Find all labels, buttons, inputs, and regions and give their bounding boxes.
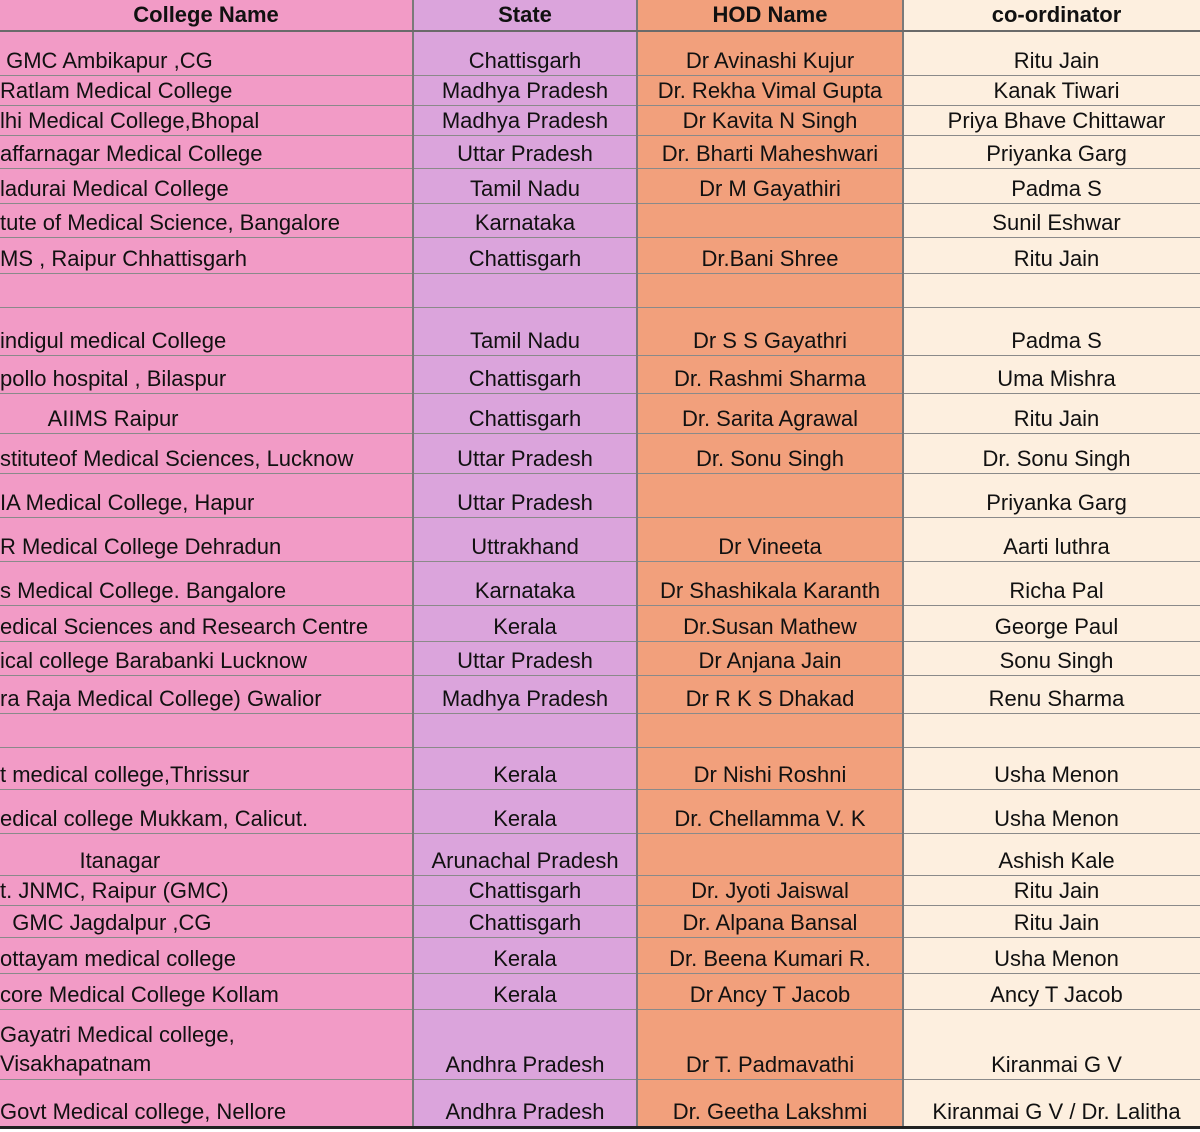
cell-hod-name[interactable]: [637, 675, 903, 713]
cell-coordinator-text: Priyanka Garg: [986, 140, 1127, 166]
header-hod-name[interactable]: HOD Name: [637, 0, 903, 31]
cell-coordinator-text: Aarti luthra: [1003, 533, 1110, 559]
table-row: [0, 75, 1200, 105]
cell-hod-name[interactable]: [637, 561, 903, 605]
cell-college-text: t medical college,Thrissur: [0, 761, 250, 787]
cell-state[interactable]: [413, 875, 637, 905]
cell-state[interactable]: [413, 641, 637, 675]
cell-hod-name[interactable]: [637, 641, 903, 675]
cell-college-text: lhi Medical College,Bhopal: [0, 107, 260, 133]
cell-coordinator[interactable]: [903, 1079, 1200, 1127]
cell-state[interactable]: [413, 237, 637, 273]
cell-state-text: Chattisgarh: [468, 877, 582, 903]
cell-college[interactable]: [0, 875, 413, 905]
cell-state-text: Chattisgarh: [468, 365, 582, 391]
cell-coordinator-text: Ritu Jain: [1013, 405, 1100, 431]
cell-hod-name[interactable]: [637, 713, 903, 747]
table-row: [0, 203, 1200, 237]
table-row: [0, 168, 1200, 203]
cell-hod-name[interactable]: [637, 1009, 903, 1079]
cell-coordinator[interactable]: [903, 237, 1200, 273]
cell-coordinator-text: Ritu Jain: [1013, 909, 1100, 935]
cell-hod-name-text: Dr Nishi Roshni: [693, 761, 847, 787]
cell-state[interactable]: [413, 307, 637, 355]
cell-coordinator-text: Usha Menon: [994, 945, 1119, 971]
cell-state-text: Tamil Nadu: [469, 327, 581, 353]
cell-college[interactable]: [0, 561, 413, 605]
cell-college[interactable]: [0, 433, 413, 473]
cell-coordinator[interactable]: [903, 747, 1200, 789]
cell-coordinator-text: Ritu Jain: [1013, 245, 1100, 271]
cell-coordinator[interactable]: [903, 517, 1200, 561]
cell-college-text: indigul medical College: [0, 327, 227, 353]
cell-state-text: Andhra Pradesh: [445, 1098, 605, 1124]
cell-college-text: Ratlam Medical College: [0, 77, 233, 103]
cell-college-text: IA Medical College, Hapur: [0, 489, 255, 515]
cell-hod-name[interactable]: [637, 747, 903, 789]
cell-hod-name-text: Dr. Alpana Bansal: [682, 909, 858, 935]
table-row: [0, 1079, 1200, 1127]
cell-coordinator-text: Ashish Kale: [998, 847, 1115, 873]
cell-college[interactable]: [0, 75, 413, 105]
cell-coordinator[interactable]: [903, 473, 1200, 517]
cell-hod-name-text: Dr. Sonu Singh: [696, 445, 844, 471]
cell-coordinator[interactable]: [903, 273, 1200, 307]
cell-coordinator[interactable]: [903, 31, 1200, 75]
cell-college-text: ottayam medical college: [0, 945, 237, 971]
cell-college[interactable]: [0, 789, 413, 833]
cell-coordinator[interactable]: [903, 168, 1200, 203]
cell-college-text: tute of Medical Science, Bangalore: [0, 209, 340, 235]
cell-coordinator-text: Kanak Tiwari: [993, 77, 1120, 103]
cell-hod-name[interactable]: [637, 937, 903, 973]
cell-coordinator-text: Padma S: [1011, 327, 1102, 353]
cell-coordinator-text: Ritu Jain: [1013, 47, 1100, 73]
cell-state[interactable]: [413, 393, 637, 433]
cell-state[interactable]: [413, 135, 637, 168]
cell-hod-name-text: Dr Anjana Jain: [698, 647, 842, 673]
cell-college-text: ladurai Medical College: [0, 175, 229, 201]
cell-coordinator-text: Uma Mishra: [997, 365, 1116, 391]
table-row: [0, 905, 1200, 937]
cell-coordinator-text: Sonu Singh: [999, 647, 1114, 673]
table-row: [0, 307, 1200, 355]
cell-state-text: Kerala: [493, 761, 557, 787]
cell-hod-name-text: Dr. Chellamma V. K: [674, 805, 866, 831]
cell-college[interactable]: [0, 905, 413, 937]
cell-state[interactable]: [413, 561, 637, 605]
cell-state-text: Uttar Pradesh: [457, 489, 593, 515]
cell-state-text: Kerala: [493, 805, 557, 831]
cell-state[interactable]: [413, 605, 637, 641]
cell-hod-name[interactable]: [637, 1079, 903, 1127]
cell-coordinator[interactable]: [903, 937, 1200, 973]
cell-state-text: Madhya Pradesh: [441, 685, 609, 711]
cell-college-text: Gayatri Medical college, Visakhapatnam: [0, 1021, 235, 1076]
cell-college[interactable]: [0, 747, 413, 789]
cell-hod-name[interactable]: [637, 605, 903, 641]
cell-college[interactable]: [0, 203, 413, 237]
cell-hod-name-text: Dr. Sarita Agrawal: [681, 405, 859, 431]
cell-state[interactable]: [413, 433, 637, 473]
cell-hod-name[interactable]: [637, 135, 903, 168]
table-row: [0, 641, 1200, 675]
table-row: [0, 675, 1200, 713]
cell-coordinator-text: Sunil Eshwar: [992, 209, 1121, 235]
table-row: [0, 517, 1200, 561]
cell-coordinator[interactable]: [903, 105, 1200, 135]
cell-coordinator-text: Ritu Jain: [1013, 877, 1100, 903]
cell-coordinator[interactable]: [903, 605, 1200, 641]
table-row: [0, 237, 1200, 273]
cell-college[interactable]: [0, 307, 413, 355]
cell-college[interactable]: [0, 605, 413, 641]
cell-coordinator[interactable]: [903, 1009, 1200, 1079]
cell-college[interactable]: [0, 641, 413, 675]
cell-state-text: Chattisgarh: [468, 47, 582, 73]
cell-state[interactable]: [413, 168, 637, 203]
cell-state-text: Uttar Pradesh: [457, 647, 593, 673]
cell-state[interactable]: [413, 833, 637, 875]
cell-state[interactable]: [413, 937, 637, 973]
cell-college-text: s Medical College. Bangalore: [0, 577, 287, 603]
cell-hod-name[interactable]: [637, 833, 903, 875]
cell-coordinator[interactable]: [903, 973, 1200, 1009]
cell-college-text: GMC Ambikapur ,CG: [0, 47, 213, 73]
cell-hod-name[interactable]: [637, 168, 903, 203]
cell-hod-name-text: Dr S S Gayathri: [692, 327, 848, 353]
table-row: [0, 135, 1200, 168]
cell-hod-name[interactable]: [637, 905, 903, 937]
cell-college-text: edical college Mukkam, Calicut.: [0, 805, 309, 831]
cell-state[interactable]: [413, 273, 637, 307]
cell-state-text: Madhya Pradesh: [441, 77, 609, 103]
cell-hod-name[interactable]: [637, 875, 903, 905]
cell-college-text: ical college Barabanki Lucknow: [0, 647, 307, 673]
cell-college[interactable]: [0, 273, 413, 307]
cell-hod-name[interactable]: [637, 31, 903, 75]
cell-hod-name-text: Dr Kavita N Singh: [682, 107, 858, 133]
cell-coordinator[interactable]: [903, 905, 1200, 937]
cell-college-text: GMC Jagdalpur ,CG: [0, 909, 212, 935]
cell-state[interactable]: [413, 747, 637, 789]
cell-state-text: Arunachal Pradesh: [431, 847, 619, 873]
cell-college[interactable]: [0, 937, 413, 973]
table-row: [0, 105, 1200, 135]
cell-coordinator[interactable]: [903, 307, 1200, 355]
cell-college[interactable]: [0, 1079, 413, 1127]
cell-college[interactable]: [0, 1009, 413, 1079]
cell-hod-name-text: Dr. Rekha Vimal Gupta: [657, 77, 883, 103]
cell-college[interactable]: [0, 973, 413, 1009]
cell-college-text: core Medical College Kollam: [0, 981, 279, 1007]
cell-state-text: Uttar Pradesh: [457, 445, 593, 471]
cell-hod-name-text: Dr.Susan Mathew: [683, 613, 857, 639]
cell-hod-name[interactable]: [637, 237, 903, 273]
cell-hod-name[interactable]: [637, 203, 903, 237]
cell-coordinator[interactable]: [903, 713, 1200, 747]
cell-hod-name-text: Dr. Jyoti Jaiswal: [691, 877, 849, 903]
table-row: [0, 937, 1200, 973]
cell-college[interactable]: [0, 355, 413, 393]
table-row: [0, 433, 1200, 473]
cell-state[interactable]: [413, 789, 637, 833]
cell-state[interactable]: [413, 1009, 637, 1079]
cell-state-text: Karnataka: [474, 577, 576, 603]
cell-state-text: Chattisgarh: [468, 405, 582, 431]
cell-state-text: Kerala: [493, 945, 557, 971]
cell-hod-name-text: Dr R K S Dhakad: [685, 685, 855, 711]
cell-coordinator-text: Dr. Sonu Singh: [982, 445, 1131, 471]
cell-state[interactable]: [413, 355, 637, 393]
cell-college-text: AIIMS Raipur: [0, 405, 179, 431]
table-row: [0, 875, 1200, 905]
cell-college[interactable]: [0, 833, 413, 875]
cell-coordinator-text: Ancy T Jacob: [990, 981, 1123, 1007]
cell-hod-name-text: Dr. Bharti Maheshwari: [661, 140, 879, 166]
cell-state[interactable]: [413, 203, 637, 237]
header-coordinator[interactable]: co-ordinator: [903, 0, 1200, 31]
cell-state-text: Kerala: [493, 981, 557, 1007]
table-row: [0, 561, 1200, 605]
cell-coordinator-text: Priyanka Garg: [986, 489, 1127, 515]
cell-state[interactable]: [413, 905, 637, 937]
cell-college[interactable]: [0, 237, 413, 273]
cell-hod-name[interactable]: [637, 393, 903, 433]
cell-hod-name-text: Dr. Rashmi Sharma: [674, 365, 866, 391]
cell-college-text: edical Sciences and Research Centre: [0, 613, 369, 639]
cell-coordinator-text: George Paul: [994, 613, 1119, 639]
header-state[interactable]: State: [413, 0, 637, 31]
cell-coordinator[interactable]: [903, 833, 1200, 875]
cell-coordinator[interactable]: [903, 355, 1200, 393]
cell-state[interactable]: [413, 517, 637, 561]
cell-state[interactable]: [413, 31, 637, 75]
cell-coordinator[interactable]: [903, 675, 1200, 713]
cell-coordinator[interactable]: [903, 433, 1200, 473]
table-row: [0, 789, 1200, 833]
cell-state-text: Tamil Nadu: [469, 175, 581, 201]
cell-hod-name[interactable]: [637, 105, 903, 135]
cell-coordinator[interactable]: [903, 561, 1200, 605]
cell-state-text: Andhra Pradesh: [445, 1051, 605, 1077]
table-row: [0, 393, 1200, 433]
cell-college-text: Govt Medical college, Nellore: [0, 1098, 287, 1124]
cell-college[interactable]: [0, 713, 413, 747]
cell-college[interactable]: [0, 393, 413, 433]
cell-college-text: R Medical College Dehradun: [0, 533, 282, 559]
cell-college[interactable]: [0, 105, 413, 135]
cell-college[interactable]: [0, 675, 413, 713]
cell-coordinator[interactable]: [903, 135, 1200, 168]
cell-college-text: affarnagar Medical College: [0, 140, 263, 166]
cell-hod-name[interactable]: [637, 433, 903, 473]
table-row: [0, 973, 1200, 1009]
cell-hod-name[interactable]: [637, 973, 903, 1009]
cell-state[interactable]: [413, 1079, 637, 1127]
table-row: [0, 833, 1200, 875]
cell-coordinator[interactable]: [903, 393, 1200, 433]
table-row: [0, 747, 1200, 789]
cell-state[interactable]: [413, 473, 637, 517]
cell-state-text: Chattisgarh: [468, 909, 582, 935]
cell-hod-name-text: Dr Ancy T Jacob: [689, 981, 851, 1007]
table-row: [0, 473, 1200, 517]
cell-hod-name[interactable]: [637, 517, 903, 561]
cell-college[interactable]: [0, 473, 413, 517]
cell-hod-name-text: Dr T. Padmavathi: [685, 1051, 855, 1077]
cell-hod-name-text: Dr Vineeta: [718, 533, 822, 559]
cell-coordinator-text: Renu Sharma: [988, 685, 1125, 711]
cell-hod-name-text: Dr Avinashi Kujur: [685, 47, 855, 73]
table-row: [0, 1009, 1200, 1079]
cell-college-text: pollo hospital , Bilaspur: [0, 365, 227, 391]
cell-college[interactable]: [0, 517, 413, 561]
cell-hod-name[interactable]: [637, 789, 903, 833]
cell-state-text: Madhya Pradesh: [441, 107, 609, 133]
table-row: [0, 605, 1200, 641]
cell-coordinator[interactable]: [903, 203, 1200, 237]
cell-hod-name-text: Dr. Beena Kumari R.: [669, 945, 871, 971]
cell-state-text: Uttar Pradesh: [457, 140, 593, 166]
cell-college-text: stituteof Medical Sciences, Lucknow: [0, 445, 354, 471]
cell-coordinator[interactable]: [903, 641, 1200, 675]
cell-coordinator-text: Kiranmai G V: [991, 1051, 1122, 1077]
cell-college[interactable]: [0, 135, 413, 168]
cell-coordinator-text: Richa Pal: [1009, 577, 1104, 603]
cell-coordinator[interactable]: [903, 875, 1200, 905]
cell-college-text: ra Raja Medical College) Gwalior: [0, 685, 322, 711]
cell-college-text: MS , Raipur Chhattisgarh: [0, 245, 247, 271]
cell-state[interactable]: [413, 105, 637, 135]
cell-hod-name-text: Dr Shashikala Karanth: [659, 577, 881, 603]
cell-coordinator-text: Kiranmai G V / Dr. Lalitha: [932, 1098, 1181, 1124]
cell-coordinator[interactable]: [903, 789, 1200, 833]
cell-hod-name[interactable]: [637, 307, 903, 355]
cell-state-text: Chattisgarh: [468, 245, 582, 271]
cell-state[interactable]: [413, 75, 637, 105]
table-row: [0, 355, 1200, 393]
cell-coordinator-text: Padma S: [1011, 175, 1102, 201]
cell-hod-name[interactable]: [637, 273, 903, 307]
cell-hod-name-text: Dr. Geetha Lakshmi: [672, 1098, 868, 1124]
cell-college-text: t. JNMC, Raipur (GMC): [0, 877, 229, 903]
cell-state[interactable]: [413, 973, 637, 1009]
cell-state-text: Uttrakhand: [471, 533, 579, 559]
table-row: [0, 31, 1200, 75]
cell-college[interactable]: [0, 31, 413, 75]
table-body: [0, 31, 1200, 1127]
cell-coordinator[interactable]: [903, 75, 1200, 105]
table-row: [0, 273, 1200, 307]
table-row: [0, 713, 1200, 747]
cell-coordinator-text: Usha Menon: [994, 805, 1119, 831]
cell-hod-name-text: Dr.Bani Shree: [701, 245, 839, 271]
cell-state-text: Kerala: [493, 613, 557, 639]
cell-hod-name[interactable]: [637, 473, 903, 517]
header-college-name[interactable]: College Name: [0, 0, 413, 31]
cell-coordinator-text: Usha Menon: [994, 761, 1119, 787]
cell-state[interactable]: [413, 713, 637, 747]
cell-hod-name-text: Dr M Gayathiri: [699, 175, 841, 201]
cell-state-text: Karnataka: [474, 209, 576, 235]
cell-state[interactable]: [413, 675, 637, 713]
header-row: [0, 0, 1200, 31]
cell-college[interactable]: [0, 168, 413, 203]
cell-college-text: Itanagar: [0, 847, 161, 873]
cell-coordinator-text: Priya Bhave Chittawar: [947, 107, 1166, 133]
cell-hod-name[interactable]: [637, 355, 903, 393]
cell-hod-name[interactable]: [637, 75, 903, 105]
